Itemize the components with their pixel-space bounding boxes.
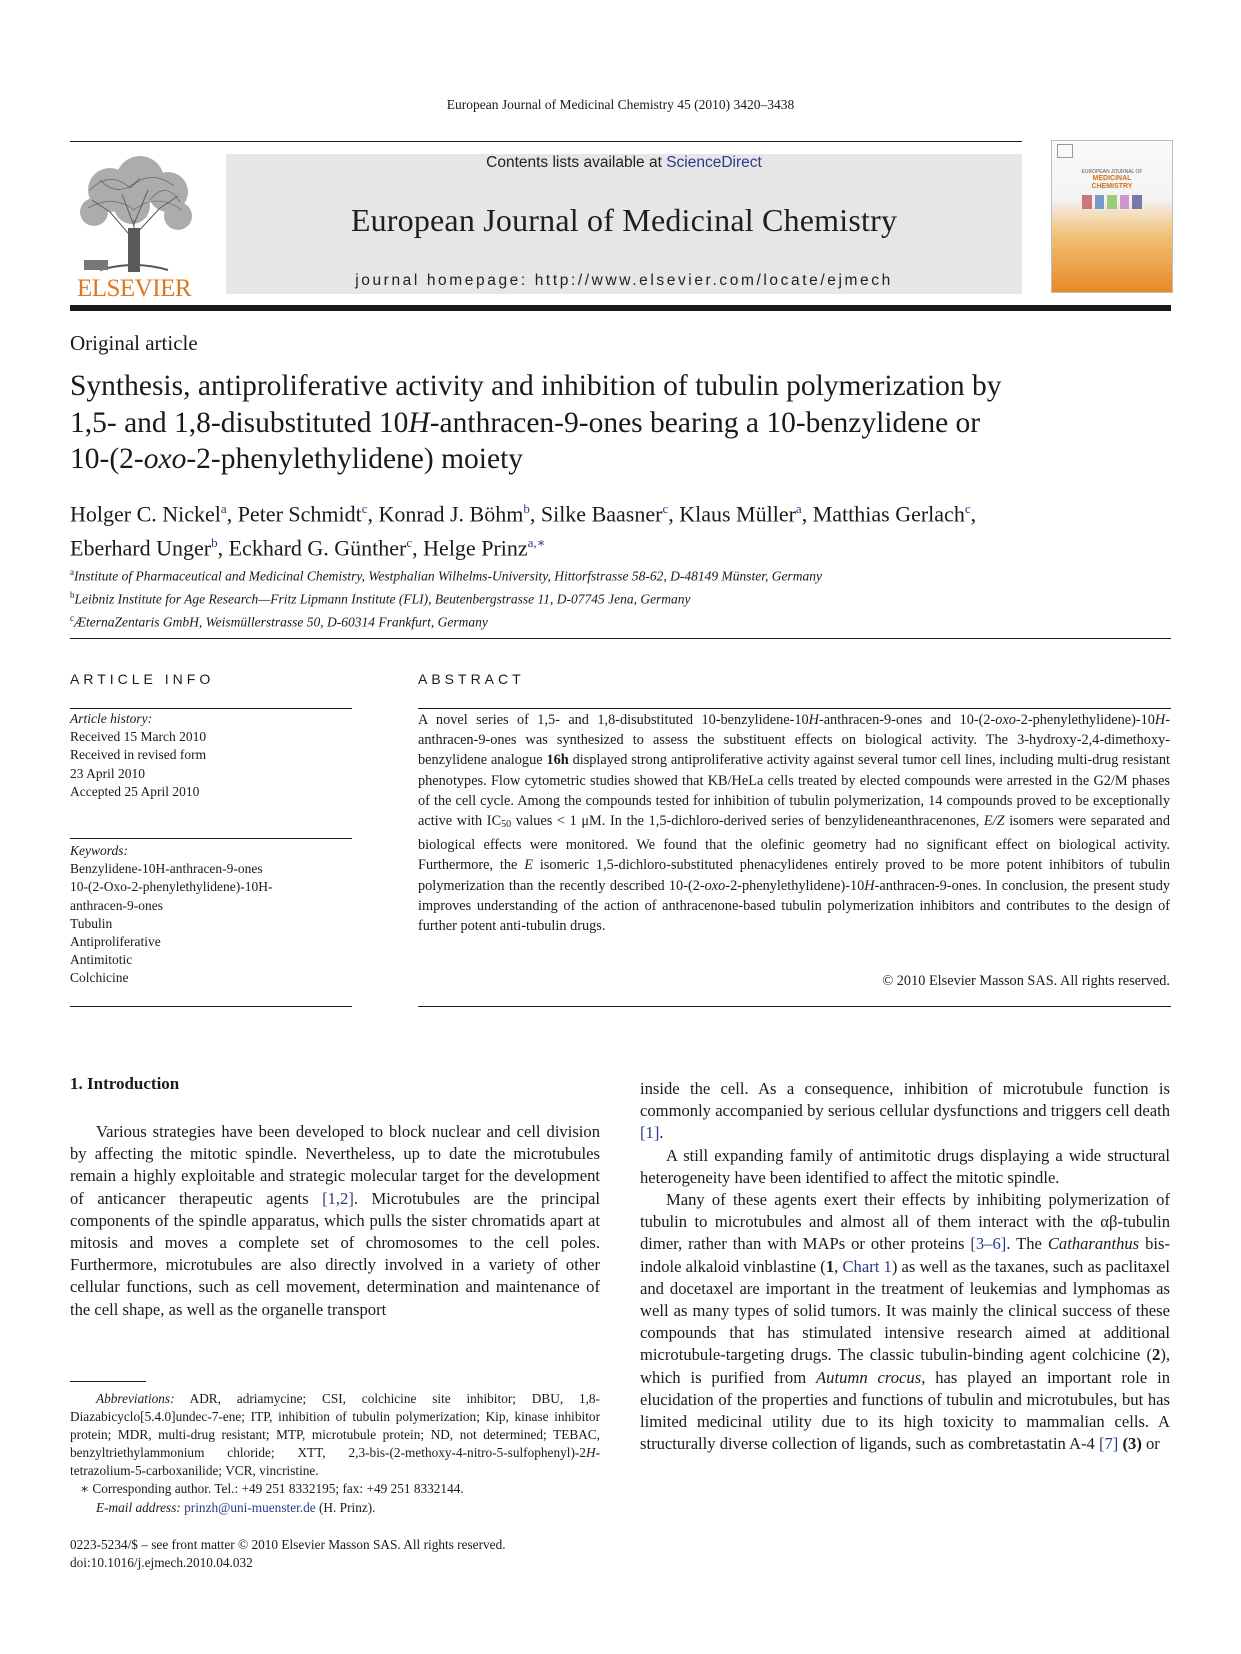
affiliation-mark: c: [70, 613, 74, 623]
author-affiliation-mark[interactable]: a: [795, 501, 802, 516]
intro-left-column: [70, 1121, 600, 1321]
affiliation-text: Institute of Pharmaceutical and Medicinal Chemistry, Westphalian Wilhelms-University, Hittorfstrasse 58-62, D-48149 Münster, Germany: [74, 568, 822, 584]
cover-line1: EUROPEAN JOURNAL OF: [1081, 169, 1143, 175]
journal-title: European Journal of Medicinal Chemistry: [350, 202, 898, 238]
intro-italic: Autumn crocus: [816, 1367, 922, 1387]
issn-doi-block: [70, 1536, 630, 1572]
author-name[interactable]: Eberhard Unger: [70, 535, 212, 561]
intro-text: Various strategies have been developed to block nuclear and cell division by affecting the mitotic spindle. Nevertheless, up to date the microtubules remain a highly exploitable and strategic molecular target for the development of anticancer therapeutic agents: [70, 1122, 600, 1208]
keyword-item: Tubulin: [70, 915, 113, 931]
author-name[interactable]: Silke Baasner: [540, 501, 663, 527]
affiliation-line: [70, 563, 1170, 586]
contents-prefix: Contents lists available at: [486, 154, 667, 171]
keywords-rule: [70, 838, 352, 839]
citation-link[interactable]: [1]: [640, 1123, 660, 1143]
author-affiliation-mark[interactable]: b: [211, 535, 218, 551]
contents-line: [226, 154, 1022, 172]
author-affiliation-mark[interactable]: c: [406, 535, 413, 551]
author-separator: ,: [367, 501, 379, 527]
abstract-seg: -anthracen-9-ones was synthesized to assess the substituent effects on biological activity. The 3-hydroxy-2,4-dimethoxy-benzylidene analogue: [418, 712, 1170, 769]
keywords-label: Keywords:: [70, 843, 128, 858]
citation-link[interactable]: [3–6]: [970, 1234, 1007, 1254]
affiliation-line: [70, 586, 1170, 609]
author-affiliation-mark[interactable]: a,∗: [527, 535, 546, 551]
abstract-seg: displayed strong antiproliferative activity against several tumor cell lines, including multi-drug resistant phenotypes. Flow cytometric studies showed that KB/HeLa cells treated by elected compounds were arrested in the G2/M phases of the cell cycle. Among the compounds tested for inhibition of tubulin polymerization, 14 compounds proved to be exceptionally active with IC: [418, 752, 1170, 830]
article-type: Original article: [70, 331, 198, 355]
history-item: Received in revised form: [70, 747, 207, 763]
journal-masthead: [226, 154, 1022, 294]
title-line2b: -anthracen-9-ones bearing a 10-benzylidene or: [429, 406, 981, 439]
author-name[interactable]: Matthias Gerlach: [812, 501, 965, 527]
abstract-italic: H: [1154, 712, 1166, 728]
intro-text: A still expanding family of antimitotic drugs displaying a wide structural heterogeneity have been identified to affect the mitotic spindle.: [640, 1145, 1170, 1187]
author-affiliation-mark[interactable]: c: [361, 501, 368, 516]
author-separator: ,: [226, 501, 238, 527]
title-line3-italic: oxo: [143, 443, 187, 475]
author-name[interactable]: Helge Prinz: [423, 535, 528, 561]
author-separator: ,: [529, 501, 541, 527]
author-separator: ,: [970, 501, 977, 527]
intro-text: bis-indole alkaloid vinblastine (: [640, 1234, 1170, 1276]
affiliation-line: [70, 609, 1170, 632]
author-affiliation-mark[interactable]: a: [220, 501, 227, 516]
affiliation-mark: b: [70, 590, 75, 600]
abstract-italic: E/Z: [983, 813, 1005, 830]
email-link[interactable]: prinzh@uni-muenster.de: [184, 1499, 316, 1515]
intro-text: Many of these agents exert their effects by inhibiting polymerization of tubulin to microtubules and almost all of them interact with the αβ-tubulin dimer, rather than with MAPs or other proteins: [640, 1190, 1170, 1254]
author-affiliation-mark[interactable]: c: [662, 501, 669, 516]
top-rule: [70, 141, 1022, 142]
cover-figures: [1082, 195, 1142, 209]
abbreviations-italic: H: [585, 1445, 596, 1461]
info-rule-bottom: [70, 1006, 352, 1007]
citation-link[interactable]: [7]: [1098, 1434, 1119, 1454]
history-item: Accepted 25 April 2010: [70, 783, 200, 799]
cover-line3: CHEMISTRY: [1091, 183, 1133, 190]
abstract-seg: A novel series of 1,5- and 1,8-disubstituted 10-benzylidene-10: [418, 712, 809, 728]
abstract-seg: -2-phenylethylidene)-10: [725, 877, 865, 894]
abbreviations-text: -tetrazolium-5-carboxanilide; VCR, vincristine.: [70, 1445, 600, 1479]
cover-line2: MEDICINAL: [1092, 175, 1132, 182]
author-separator: ,: [668, 501, 680, 527]
keyword-item: Colchicine: [70, 970, 129, 986]
author-name[interactable]: Eckhard G. Günther: [228, 535, 407, 561]
journal-homepage[interactable]: journal homepage: http://www.elsevier.com/locate/ejmech: [355, 272, 893, 289]
abstract-seg: isomers were separated and biological effects were monitored. We found that the olefinic geometry had no significant effect on biological activity. Furthermore, the: [418, 813, 1170, 874]
email-suffix: (H. Prinz).: [315, 1499, 376, 1515]
issn-line: 0223-5234/$ – see front matter © 2010 Elsevier Masson SAS. All rights reserved.: [70, 1537, 506, 1552]
abstract-seg: -anthracen-9-ones. In conclusion, the present study improves understanding of the action of anthracenone-based tubulin polymerization inhibitors and contributes to the design of further potent anti-tubulin drugs.: [418, 877, 1170, 935]
history-item: 23 April 2010: [70, 765, 146, 781]
abstract-italic: oxo: [704, 877, 726, 894]
title-line2-italic: H: [408, 406, 430, 439]
title-line2a: 1,5- and 1,8-disubstituted 10: [70, 406, 409, 439]
author-separator: ,: [217, 535, 229, 561]
history-item: Received 15 March 2010: [70, 729, 207, 745]
abstract-seg: -2-phenylethylidene)-10: [1015, 712, 1155, 728]
email-label: E-mail address:: [96, 1499, 185, 1515]
info-rule-top: [70, 708, 352, 709]
compound-number: 1: [825, 1256, 835, 1276]
abbreviations-text: ADR, adriamycine; CSI, colchicine site inhibitor; DBU, 1,8-Diazabicyclo[5.4.0]undec-7-ene; ITP, inhibition of tubulin polymerization; Kip, kinase inhibitor protein; MDR, multi-drug resistant; MTP, microtubule protein; ND, not determined; TEBAC, benzyltriethylammonium chloride; XTT, 2,3-bis-(2-methoxy-4-nitro-5-sulfophenyl)-2: [70, 1391, 600, 1461]
article-history: [70, 710, 350, 801]
citation-link[interactable]: [1,2]: [322, 1188, 354, 1208]
chart-link[interactable]: Chart 1: [842, 1256, 892, 1276]
compound-number: (3): [1122, 1434, 1142, 1454]
abstract-rule-top: [418, 708, 1171, 709]
affiliation-text: Leibniz Institute for Age Research—Fritz Lipmann Institute (FLI), Beutenbergstrasse 11, D-07745 Jena, Germany: [74, 591, 691, 607]
affiliation-mark: a: [70, 567, 74, 577]
author-affiliation-mark[interactable]: b: [523, 501, 530, 516]
title-line3b: -2-phenylethylidene) moiety: [186, 443, 524, 475]
abstract-compound: 16h: [546, 752, 569, 769]
affiliations-rule: [70, 638, 1171, 639]
section-heading-introduction: 1. Introduction: [70, 1074, 180, 1093]
author-name[interactable]: Klaus Müller: [679, 501, 796, 527]
intro-text: , has played an important role in elucidation of the properties and functions of tubulin and microtubules, but has limited medicinal utility due to its high toxicity to mammalian cells. A structurally diverse collection of ligands, such as combretastatin A-4: [640, 1367, 1170, 1454]
intro-text: . Microtubules are the principal components of the spindle apparatus, which pulls the sister chromatids apart at mitosis and moves a complete set of chromosomes to the cell poles. Furthermore, microtubules are also directly involved in a variety of other cellular functions, such as cell movement, determination and maintenance of the cell shape, as well as the organelle transport: [70, 1188, 600, 1319]
keyword-item: Antimitotic: [70, 952, 133, 968]
sciencedirect-link[interactable]: ScienceDirect: [666, 154, 762, 171]
footnote-rule: [70, 1381, 146, 1382]
abstract-seg: isomeric 1,5-dichloro-substituted phenacylidenes entirely proved to be more potent inhibitors of tubulin polymerization than the recently described 10-(2-: [418, 857, 1170, 894]
abstract-italic: H: [808, 712, 819, 728]
author-affiliation-mark[interactable]: c: [964, 501, 971, 516]
title-line1: Synthesis, antiproliferative activity and inhibition of tubulin polymerization by: [70, 370, 1002, 402]
keyword-item: 10-(2-Oxo-2-phenylethylidene)-10H-: [70, 879, 273, 895]
abstract-text: [418, 710, 1170, 936]
title-line3a: 10-(2-: [70, 443, 144, 475]
masthead-thick-rule: [70, 305, 1171, 311]
author-list: [70, 494, 1180, 563]
author-separator: ,: [412, 535, 424, 561]
corresponding-author: ∗ Corresponding author. Tel.: +49 251 8332195; fax: +49 251 8332144.: [80, 1481, 464, 1497]
author-name[interactable]: Holger C. Nickel: [70, 501, 221, 527]
keyword-item: anthracen-9-ones: [70, 897, 163, 913]
footnotes: [70, 1390, 600, 1517]
abstract-italic: E: [524, 857, 533, 874]
intro-italic: Catharanthus: [1047, 1234, 1140, 1254]
article-title: [70, 368, 1180, 478]
compound-number: 2: [1152, 1345, 1161, 1365]
keyword-item: Benzylidene-10H-anthracen-9-ones: [70, 861, 263, 877]
intro-text: or: [1141, 1434, 1160, 1454]
keyword-item: Antiproliferative: [70, 934, 161, 950]
abstract-seg: -anthracen-9-ones and 10-(2-: [818, 712, 996, 728]
intro-right-column: inside the cell. As a consequence, inhibition of microtubule function is commonly accompanied by serious cellular dysfunctions and triggers cell death [1]. A still expanding family of antimitotic drugs displaying a wide structural heterogeneity have been identified to affect the mitotic spindle. Many of these agents exert their effects by inhibiting polymerization of tubulin to microtubules and almost all of them interact with the αβ-tubulin dimer, rather than with MAPs or other proteins [3–6]. The Catharanthus bis-indole alkaloid vinblastine (1, Chart 1) as well as the taxanes, such as paclitaxel and docetaxel are important in the treatment of leukemias and lymphomas as well as many types of solid tumors. It was mainly the clinical success of these compounds that has stimulated intensive research aimed at additional microtubule-targeting drugs. The classic tubulin-binding agent colchicine (2), which is purified from Autumn crocus, has played an important role in elucidation of the properties and functions of tubulin and microtubules, but has limited medicinal utility due to its high toxicity to mammalian cells. A structurally diverse collection of ligands, such as combretastatin A-4 [7] (3) or: [640, 1079, 1171, 1454]
abstract-italic: oxo: [995, 712, 1016, 728]
abbreviations-label: Abbreviations:: [96, 1391, 175, 1406]
affiliations: [70, 563, 1170, 632]
history-label: Article history:: [70, 711, 153, 726]
abstract-subscript: 50: [501, 819, 512, 831]
intro-text: ) as well as the taxanes, such as paclitaxel and docetaxel are important in the treatment of leukemias and lymphomas as well as many types of solid tumors. It was mainly the clinical success of these compounds that has stimulated intensive research aimed at additional microtubule-targeting drugs. The classic tubulin-binding agent colchicine (: [640, 1256, 1171, 1365]
affiliation-text: ÆternaZentaris GmbH, Weismüllerstrasse 50, D-60314 Frankfurt, Germany: [74, 614, 488, 630]
article-info-label: ARTICLE INFO: [70, 671, 215, 687]
abstract-rule-bottom: [418, 1006, 1171, 1007]
doi-line[interactable]: doi:10.1016/j.ejmech.2010.04.032: [70, 1555, 253, 1570]
publisher-wordmark: ELSEVIER: [76, 275, 192, 302]
journal-cover-thumbnail: [1051, 140, 1173, 293]
running-header: European Journal of Medicinal Chemistry 45 (2010) 3420–3438: [446, 97, 795, 112]
author-name[interactable]: Konrad J. Böhm: [378, 501, 524, 527]
intro-text: ), which is purified from: [640, 1345, 1170, 1387]
intro-text: .: [659, 1123, 664, 1143]
author-separator: ,: [801, 501, 813, 527]
author-name[interactable]: Peter Schmidt: [237, 501, 362, 527]
abstract-italic: H: [864, 877, 875, 894]
abstract-seg: values < 1 μM. In the 1,5-dichloro-derived series of benzylideneanthracenones,: [511, 813, 984, 830]
keywords: [70, 842, 350, 988]
abstract-label: ABSTRACT: [418, 671, 525, 687]
intro-text: inside the cell. As a consequence, inhibition of microtubule function is commonly accompanied by serious cellular dysfunctions and triggers cell death: [640, 1079, 1170, 1121]
abstract-copyright: © 2010 Elsevier Masson SAS. All rights reserved.: [882, 973, 1170, 989]
intro-text: . The: [1006, 1234, 1048, 1254]
